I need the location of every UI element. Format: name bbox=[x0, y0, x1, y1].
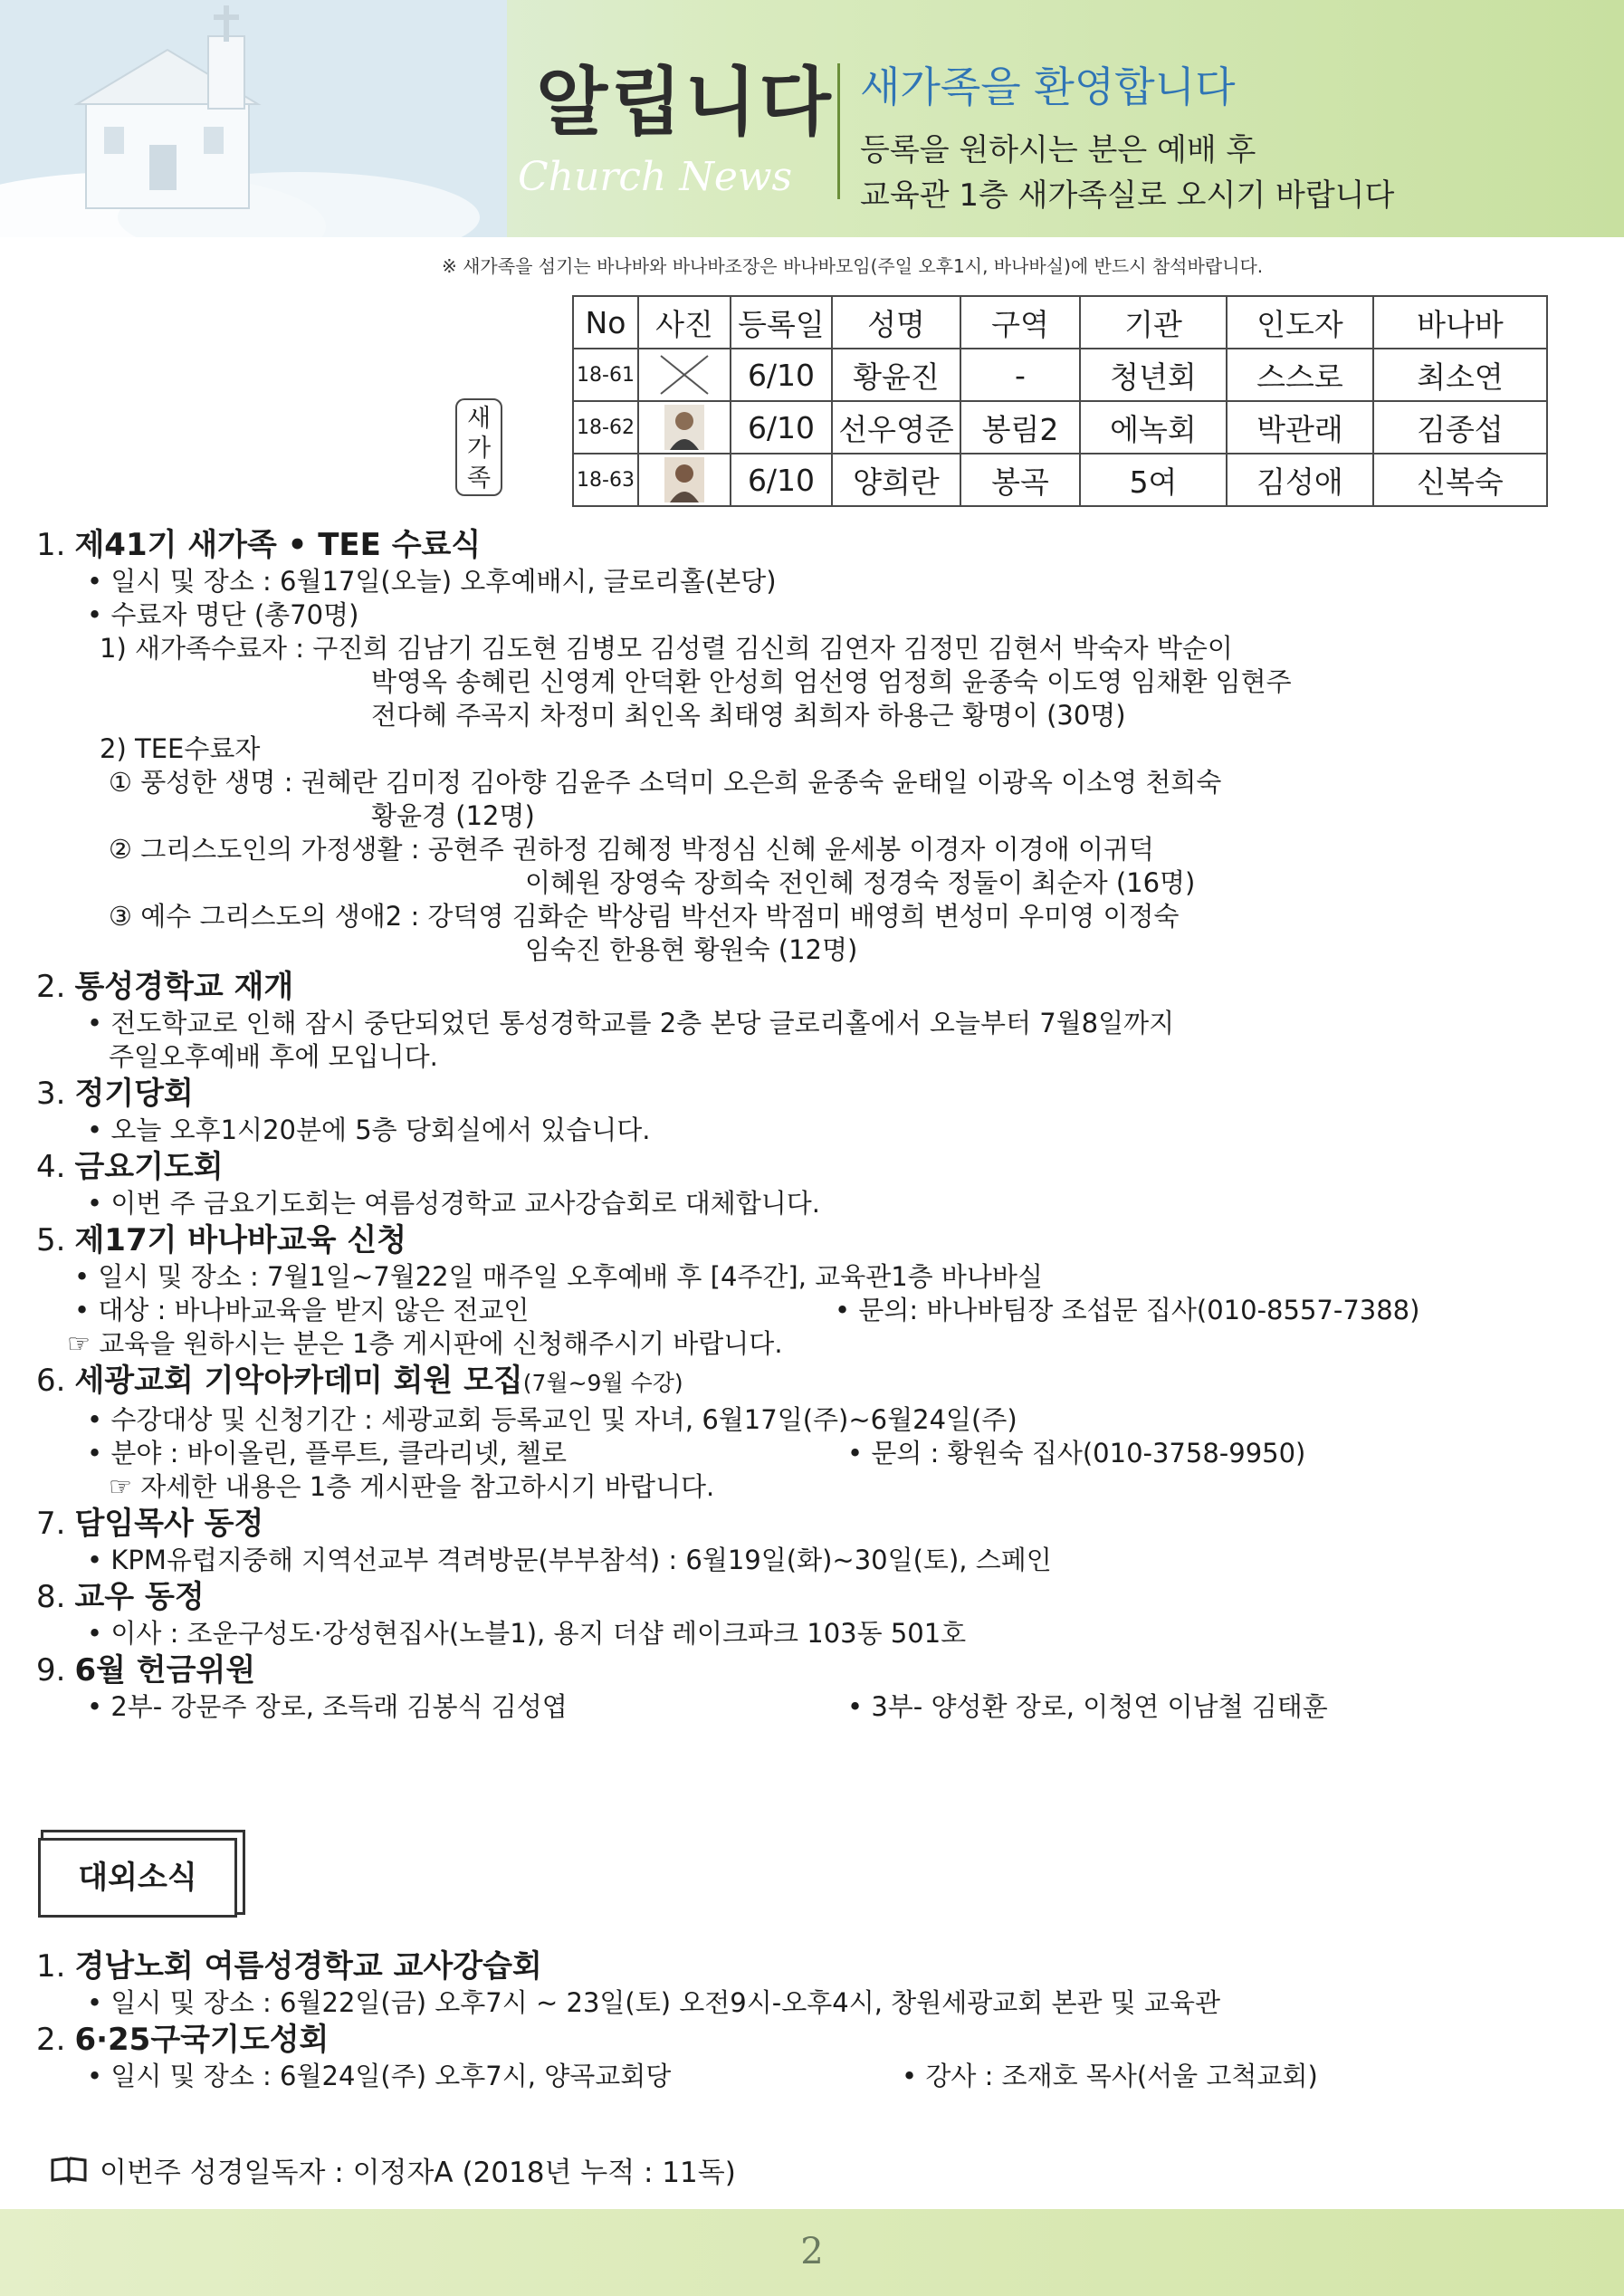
announcement-line: • 문의 : 황원숙 집사(010-3758-9950) bbox=[847, 1438, 1306, 1468]
announcement-row bbox=[36, 2060, 1593, 2093]
announcement-row bbox=[36, 1294, 1593, 1327]
announcement-7 bbox=[36, 1504, 1593, 1577]
bible-reading-text: 이번주 성경일독자 : 이정자A (2018년 누적 : 11독) bbox=[100, 2157, 736, 2189]
announcement-title: 6. 세광교회 기악아카데미 회원 모집(7월~9월 수강) bbox=[36, 1363, 683, 1399]
announcement-4 bbox=[36, 1147, 1593, 1220]
announcement-title: 1. 경남노회 여름성경학교 교사강습회 bbox=[36, 1948, 542, 1985]
announcement-2 bbox=[36, 967, 1593, 1074]
announcement-line: ③ 예수 그리스도의 생애2 : 강덕영 김화순 박상림 박선자 박점미 배영희 변성미 우미영 이정숙 bbox=[109, 901, 1180, 932]
cell: 6/10 bbox=[731, 401, 832, 454]
col-header: 구역 bbox=[960, 296, 1080, 349]
welcome-line: 등록을 원하시는 분은 예배 후 bbox=[860, 132, 1256, 168]
table-header-row bbox=[573, 296, 1547, 349]
person-photo-icon bbox=[659, 457, 710, 502]
table-row bbox=[573, 454, 1547, 506]
photo-cell bbox=[638, 401, 731, 454]
cell: 선우영준 bbox=[832, 401, 960, 454]
announcement-line: • 일시 및 장소 : 6월22일(금) 오후7시 ~ 23일(토) 오전9시-오후4시, 창원세광교회 본관 및 교육관 bbox=[87, 1987, 1220, 2018]
cell: 6/10 bbox=[731, 349, 832, 401]
col-header: 성명 bbox=[832, 296, 960, 349]
announcement-line: • KPM유럽지중해 지역선교부 격려방문(부부참석) : 6월19일(화)~30일(토), 스페인 bbox=[87, 1545, 1052, 1575]
cell: - bbox=[960, 349, 1080, 401]
cell: 6/10 bbox=[731, 454, 832, 506]
header-divider bbox=[837, 63, 840, 199]
announcement-1 bbox=[36, 525, 1593, 967]
announcement-line: 1) 새가족수료자 : 구진희 김남기 김도현 김병모 김성렬 김신희 김연자 김정민 김현서 박숙자 박순이 bbox=[100, 633, 1233, 664]
announcement-line: 박영옥 송혜린 신영계 안덕환 안성희 엄선영 엄정희 윤종숙 이도영 임채환 임현주 bbox=[371, 666, 1292, 697]
announcement-title: 2. 6·25구국기도성회 bbox=[36, 2022, 330, 2058]
cell: 스스로 bbox=[1227, 349, 1373, 401]
cell: 18-61 bbox=[573, 349, 638, 401]
col-header: 기관 bbox=[1080, 296, 1227, 349]
announcement-line: ① 풍성한 생명 : 권혜란 김미정 김아향 김윤주 소덕미 오은희 윤종숙 윤태일 이광옥 이소영 천희숙 bbox=[109, 767, 1222, 798]
announcement-line: • 전도학교로 인해 잠시 중단되었던 통성경학교를 2층 본당 글로리홀에서 오늘부터 7월8일까지 bbox=[87, 1008, 1175, 1038]
barnabas-note: ※ 새가족을 섬기는 바나바와 바나바조장은 바나바모임(주일 오후1시, 바나바실)에 반드시 참석바랍니다. bbox=[442, 255, 1264, 277]
announcement-5 bbox=[36, 1220, 1593, 1361]
announcement-line: • 3부- 양성환 장로, 이청연 이남철 김태훈 bbox=[847, 1691, 1328, 1722]
announcement-6 bbox=[36, 1361, 1593, 1504]
announcement-title: 7. 담임목사 동정 bbox=[36, 1506, 264, 1542]
announcement-9 bbox=[36, 1650, 1593, 1724]
announcement-line: • 문의: 바나바팀장 조섭문 집사(010-8557-7388) bbox=[835, 1295, 1420, 1325]
cell: 최소연 bbox=[1373, 349, 1547, 401]
cell: 18-62 bbox=[573, 401, 638, 454]
photo-cell bbox=[638, 454, 731, 506]
announcement-title: 2. 통성경학교 재개 bbox=[36, 969, 294, 1005]
cell: 신복숙 bbox=[1373, 454, 1547, 506]
announcement-line: ② 그리스도인의 가정생활 : 공현주 권하정 김혜정 박정심 신혜 윤세봉 이경자 이경애 이귀덕 bbox=[109, 834, 1154, 865]
welcome-title: 새가족을 환영합니다 bbox=[860, 62, 1236, 111]
photo-cell bbox=[638, 349, 731, 401]
col-header: 바나바 bbox=[1373, 296, 1547, 349]
announcement-line: ☞ 자세한 내용은 1층 게시판을 참고하시기 바랍니다. bbox=[109, 1471, 715, 1502]
table-row bbox=[573, 401, 1547, 454]
col-header: 인도자 bbox=[1227, 296, 1373, 349]
no-photo-icon bbox=[659, 352, 710, 397]
announcement-line: ☞ 교육을 원하시는 분은 1층 게시판에 신청해주시기 바랍니다. bbox=[67, 1328, 783, 1359]
announcement-line: • 분야 : 바이올린, 플루트, 클라리넷, 첼로 bbox=[87, 1438, 568, 1468]
announcement-line: • 이사 : 조운구성도·강성현집사(노블1), 용지 더샵 레이크파크 103동 501호 bbox=[87, 1618, 967, 1649]
cell: 18-63 bbox=[573, 454, 638, 506]
announcement-line: • 수강대상 및 신청기간 : 세광교회 등록교인 및 자녀, 6월17일(주)~6월24일(주) bbox=[87, 1404, 1017, 1435]
announcement-title: 5. 제17기 바나바교육 신청 bbox=[36, 1222, 407, 1258]
cell: 박관래 bbox=[1227, 401, 1373, 454]
external-item-2 bbox=[36, 2020, 1593, 2093]
cell: 청년회 bbox=[1080, 349, 1227, 401]
announcement-line: 주일오후예배 후에 모입니다. bbox=[109, 1041, 438, 1072]
external-news bbox=[36, 1947, 1593, 2093]
external-news-label: 대외소식 bbox=[38, 1838, 237, 1918]
announcements bbox=[36, 525, 1593, 1724]
announcement-line: • 수료자 명단 (총70명) bbox=[87, 599, 359, 630]
page-title: 알립니다 bbox=[536, 60, 834, 146]
new-family-label bbox=[455, 398, 502, 496]
announcement-line: • 일시 및 장소 : 6월24일(주) 오후7시, 양곡교회당 bbox=[87, 2061, 672, 2091]
bible-reading-line bbox=[51, 2149, 736, 2190]
col-header: 사진 bbox=[638, 296, 731, 349]
page-subtitle: Church News bbox=[518, 154, 793, 200]
cell: 에녹회 bbox=[1080, 401, 1227, 454]
announcement-line: 2) TEE수료자 bbox=[100, 733, 261, 764]
announcement-title: 3. 정기당회 bbox=[36, 1076, 194, 1112]
cell: 봉곡 bbox=[960, 454, 1080, 506]
cell: 봉림2 bbox=[960, 401, 1080, 454]
announcement-title: 1. 제41기 새가족 • TEE 수료식 bbox=[36, 527, 482, 563]
announcement-line: 전다혜 주곡지 차정미 최인옥 최태영 최희자 하용근 황명이 (30명) bbox=[371, 700, 1126, 731]
announcement-line: • 일시 및 장소 : 7월1일~7월22일 매주일 오후예배 후 [4주간], 교육관1층 바나바실 bbox=[74, 1261, 1043, 1292]
cell: 김종섭 bbox=[1373, 401, 1547, 454]
cell: 김성애 bbox=[1227, 454, 1373, 506]
book-icon bbox=[51, 2157, 87, 2184]
table-row bbox=[573, 349, 1547, 401]
announcement-row bbox=[36, 1690, 1593, 1724]
announcement-3 bbox=[36, 1074, 1593, 1147]
new-family-table bbox=[572, 295, 1548, 507]
announcement-line: • 대상 : 바나바교육을 받지 않은 전교인 bbox=[74, 1295, 530, 1325]
cell: 5여 bbox=[1080, 454, 1227, 506]
church-illustration bbox=[0, 0, 507, 237]
col-header: 등록일 bbox=[731, 296, 832, 349]
announcement-line: 이혜원 장영숙 장희숙 전인혜 정경숙 정둘이 최순자 (16명) bbox=[525, 867, 1196, 898]
page-number: 2 bbox=[800, 2231, 824, 2272]
welcome-line: 교육관 1층 새가족실로 오시기 바랍니다 bbox=[860, 177, 1395, 214]
announcement-8 bbox=[36, 1577, 1593, 1650]
header-banner bbox=[0, 0, 1624, 237]
external-item-1 bbox=[36, 1947, 1593, 2020]
announcement-line: • 2부- 강문주 장로, 조득래 김봉식 김성엽 bbox=[87, 1691, 568, 1722]
announcement-line: • 오늘 오후1시20분에 5층 당회실에서 있습니다. bbox=[87, 1115, 651, 1145]
announcement-title: 9. 6월 헌금위원 bbox=[36, 1652, 256, 1689]
announcement-line: • 강사 : 조재호 목사(서울 고척교회) bbox=[902, 2061, 1318, 2091]
cell: 황윤진 bbox=[832, 349, 960, 401]
announcement-line: 황윤경 (12명) bbox=[371, 800, 535, 831]
announcement-row bbox=[36, 1437, 1593, 1470]
announcement-title: 8. 교우 동정 bbox=[36, 1579, 205, 1615]
person-photo-icon bbox=[659, 405, 710, 450]
announcement-line: 임숙진 한용현 황원숙 (12명) bbox=[525, 934, 858, 965]
side-label-text: 새가족 bbox=[466, 405, 492, 493]
announcement-line: • 일시 및 장소 : 6월17일(오늘) 오후예배시, 글로리홀(본당) bbox=[87, 566, 777, 597]
col-header: No bbox=[573, 296, 638, 349]
cell: 양희란 bbox=[832, 454, 960, 506]
announcement-title: 4. 금요기도회 bbox=[36, 1149, 224, 1185]
announcement-line: • 이번 주 금요기도회는 여름성경학교 교사강습회로 대체합니다. bbox=[87, 1188, 820, 1219]
